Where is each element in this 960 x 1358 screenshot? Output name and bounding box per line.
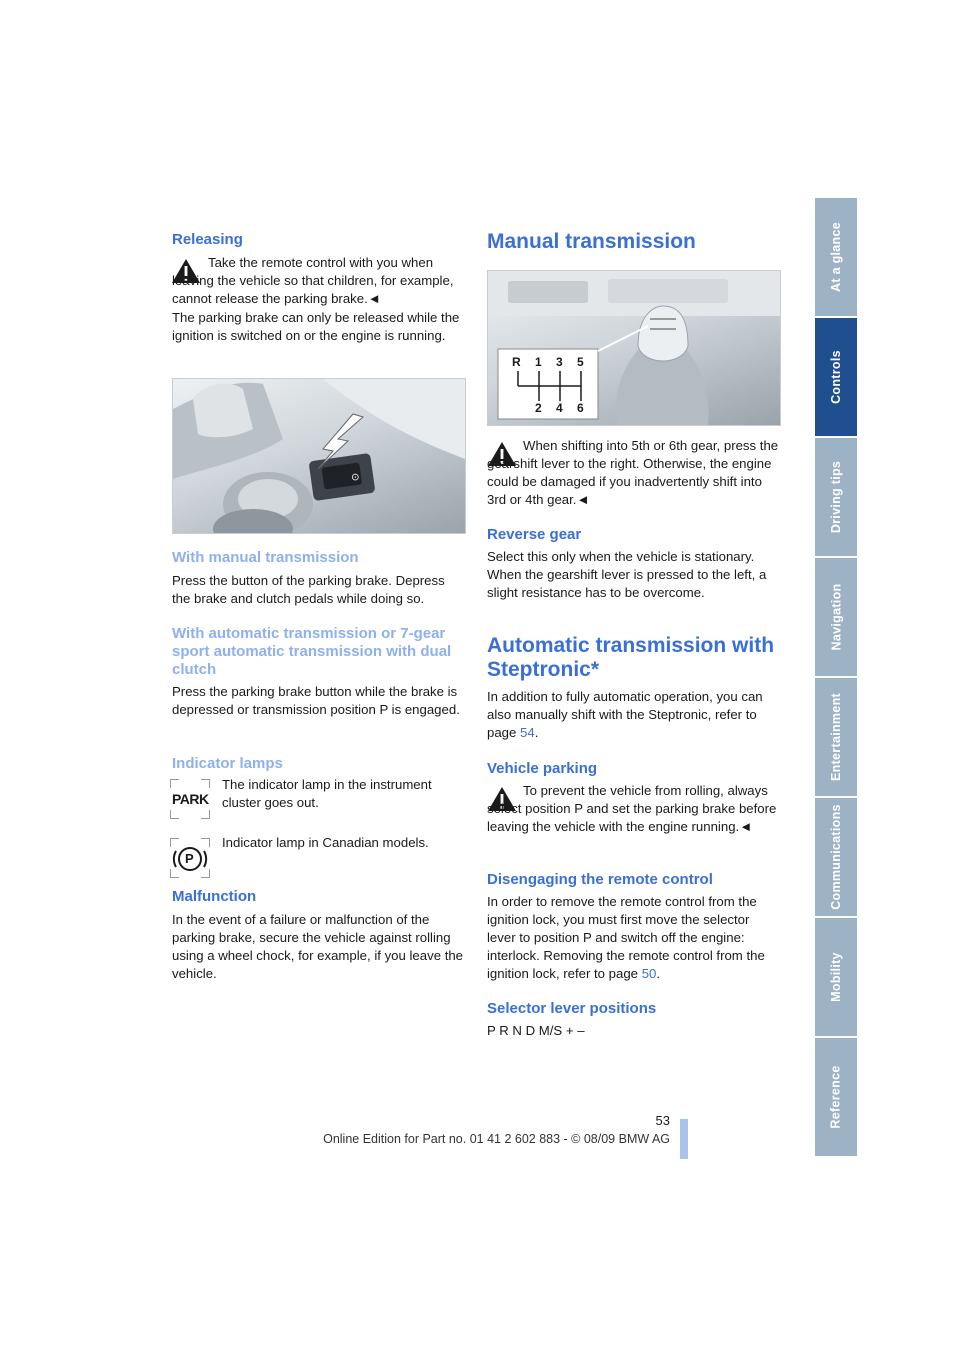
automatic-transmission-body: Press the parking brake button while the brake is depressed or transmission position P is engaged. bbox=[172, 684, 460, 717]
indicator-canada-text: Indicator lamp in Canadian models. bbox=[222, 835, 429, 850]
malfunction-heading: Malfunction bbox=[172, 888, 257, 905]
gear-label-1: 1 bbox=[535, 355, 542, 369]
gear-label-5: 5 bbox=[577, 355, 584, 369]
tab-driving-tips[interactable]: Driving tips bbox=[815, 438, 857, 556]
page-number: 53 bbox=[655, 1113, 670, 1128]
manual-transmission-body: Press the button of the parking brake. Depress the brake and clutch pedals while doing so. bbox=[172, 573, 445, 606]
indicator-park-text: The indicator lamp in the instrument cluster goes out. bbox=[222, 777, 432, 810]
automatic-transmission-heading: Automatic transmission with Steptronic* bbox=[487, 634, 775, 681]
parking-brake-image bbox=[172, 378, 466, 534]
footer-marker bbox=[680, 1119, 688, 1159]
selector-positions-body: P R N D M/S + – bbox=[487, 1023, 585, 1038]
malfunction-body: In the event of a failure or malfunction of the parking brake, secure the vehicle against rolling using a wheel chock, for example, if you leave the vehicle. bbox=[172, 912, 464, 981]
gear-pattern-diagram bbox=[500, 355, 596, 417]
tab-entertainment[interactable]: Entertainment bbox=[815, 678, 857, 796]
disengage-remote-heading: Disengaging the remote control bbox=[487, 871, 713, 888]
page-50-link[interactable]: 50 bbox=[641, 966, 657, 981]
reverse-gear-body: Select this only when the vehicle is stationary. When the gearshift lever is pressed to the left, a slight resistance has to be overcome. bbox=[487, 549, 767, 600]
manual-transmission-subheading: With manual transmission bbox=[172, 549, 359, 566]
gearshift-image bbox=[487, 270, 781, 426]
selector-positions-heading: Selector lever positions bbox=[487, 1000, 657, 1017]
automatic-transmission-body: In addition to fully automatic operation, you can also manually shift with the Steptronic, refer to page 54. bbox=[487, 689, 763, 740]
footer-text: Online Edition for Part no. 01 41 2 602 883 - © 08/09 BMW AG bbox=[323, 1132, 670, 1146]
disengage-remote-body: In order to remove the remote control from the ignition lock, you must first move the selector lever to position P and switch off the engine: interlock. Removing the remote control from the ignition lock, refer to page 50. bbox=[487, 894, 765, 981]
releasing-warning: Take the remote control with you when leaving the vehicle so that children, for example, cannot release the parking brake.◄ bbox=[172, 255, 454, 306]
releasing-heading: Releasing bbox=[172, 231, 243, 248]
page-54-link[interactable]: 54 bbox=[520, 725, 535, 740]
park-lamp-label: PARK bbox=[172, 791, 209, 807]
gear-label-4: 4 bbox=[556, 401, 563, 415]
parking-warning: To prevent the vehicle from rolling, always select position P and set the parking brake before leaving the vehicle with the engine running.◄ bbox=[487, 783, 777, 834]
tab-navigation[interactable]: Navigation bbox=[815, 558, 857, 676]
svg-text:⊙: ⊙ bbox=[350, 471, 361, 484]
canada-brake-lamp-icon bbox=[170, 838, 210, 878]
gear-label-6: 6 bbox=[577, 401, 584, 415]
tab-controls[interactable]: Controls bbox=[815, 318, 857, 436]
park-lamp-icon bbox=[170, 779, 210, 819]
tab-at-a-glance[interactable]: At a glance bbox=[815, 198, 857, 316]
tab-communications[interactable]: Communications bbox=[815, 798, 857, 916]
gear-label-r: R bbox=[512, 355, 521, 369]
tab-mobility[interactable]: Mobility bbox=[815, 918, 857, 1036]
indicator-lamps-heading: Indicator lamps bbox=[172, 755, 283, 772]
manual-transmission-heading: Manual transmission bbox=[487, 230, 696, 253]
releasing-body: The parking brake can only be released while the ignition is switched on or the engine is running. bbox=[172, 310, 460, 343]
tab-reference[interactable]: Reference bbox=[815, 1038, 857, 1156]
shift-warning: When shifting into 5th or 6th gear, press the gearshift lever to the right. Otherwise, the engine could be damaged if you inadvertently shift into 3rd or 4th gear.◄ bbox=[487, 438, 779, 507]
vehicle-parking-heading: Vehicle parking bbox=[487, 760, 598, 777]
gear-label-2: 2 bbox=[535, 401, 542, 415]
gear-label-3: 3 bbox=[556, 355, 563, 369]
reverse-gear-heading: Reverse gear bbox=[487, 526, 582, 543]
automatic-transmission-subheading: With automatic transmission or 7-gear sport automatic transmission with dual clutch bbox=[172, 625, 452, 678]
canada-lamp-label: P bbox=[185, 851, 194, 866]
